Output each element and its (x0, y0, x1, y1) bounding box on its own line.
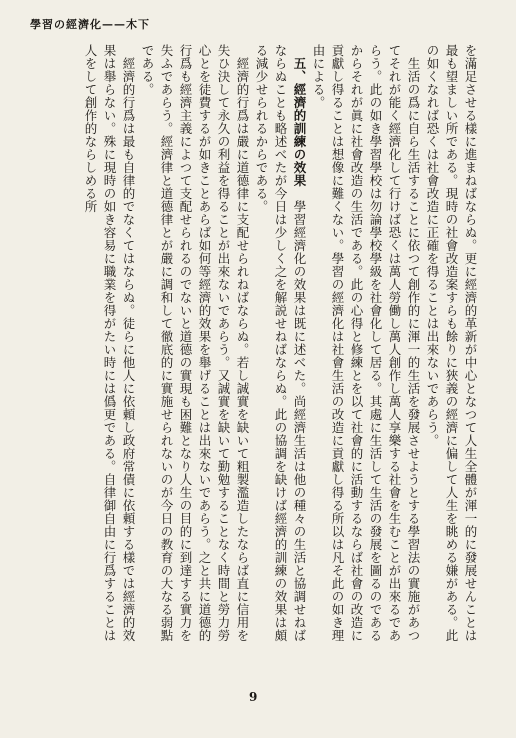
section-heading: 五、經濟的訓練の效果 (292, 56, 307, 187)
body-text (60, 44, 480, 650)
paragraph-1: を滿足させる樣に進まねばならぬ。更に經濟的革新が中心となつて人生全體が渾一的に發展せんことは最も望ましい所である。現時の社會改造案すらも餘りに狹義の經濟に偏して人生を眺める嫌がある。此の如くなれば恐くは社會改造に正確を得ることは出來ないであらう。 (425, 44, 478, 642)
paragraph-3 (252, 44, 309, 650)
section-text: 學習經濟化の效果は既に述べた。尚經濟生活は他の種々の生活と協調せねばならぬことも略述べたが今日は少しく之を解説せねばならぬ。此の協調を缺けば經濟的訓練の效果は頗る減少せられるからである。 (254, 44, 307, 642)
page-number: 9 (249, 690, 258, 704)
running-header: 學習の經濟化——木下 (30, 18, 150, 31)
paragraph-4: 經濟的行爲は嚴に道德律に支配せられねばならぬ。若し誠實を缺いて粗製濫造したならば直に信用を失ひ決して永久の利益を得ることが出來ないであらう。又誠實を缺いて勤勉することなく時間と勞力勞心とを徒費するが如きことあらば如何等經濟的效果を舉げることは出來ないであらう。之と共に道德的行爲も經濟主義によつて支配せられるのでないと道德の實現も困難となり人生の目的に到達する實力を失ふであらう。經濟律と道德律とが嚴に調和して徹底的に實施せられないのが今日の教育の大なる弱點である。 (140, 44, 250, 642)
paragraph-2: 生活の爲に自ら生活することに依つて創作的に渾一的生活を發展させようとする學習法の實施があつてそれが能く經濟化して行けば恐くは萬人勞働し萬人創作し萬人享樂する社會を生むことが出來るであらう。此の如き學習學校は勿論學校學級を社會化して居る。其處に生活して生活の發展を圖るのであるからそれが眞に社會改造の生活である。此の心得と修練とを以て社會的に活動するならば社會の改造に貢獻し得ることは想像に難くない。學習の經濟化は社會生活の改造に貢獻し得る所以は凡そ此の如き理由による。 (311, 44, 421, 642)
paragraph-5: 經濟的行爲は最も自律的でなくてはならぬ。徒らに他人に依頼し政府常債に依頼する樣では經濟的效果は舉らない。殊に現時の如き容易に職業を得がたい時には僞更である。自律御自由に行爲することは人をして創作的ならしめる所 (83, 44, 136, 642)
